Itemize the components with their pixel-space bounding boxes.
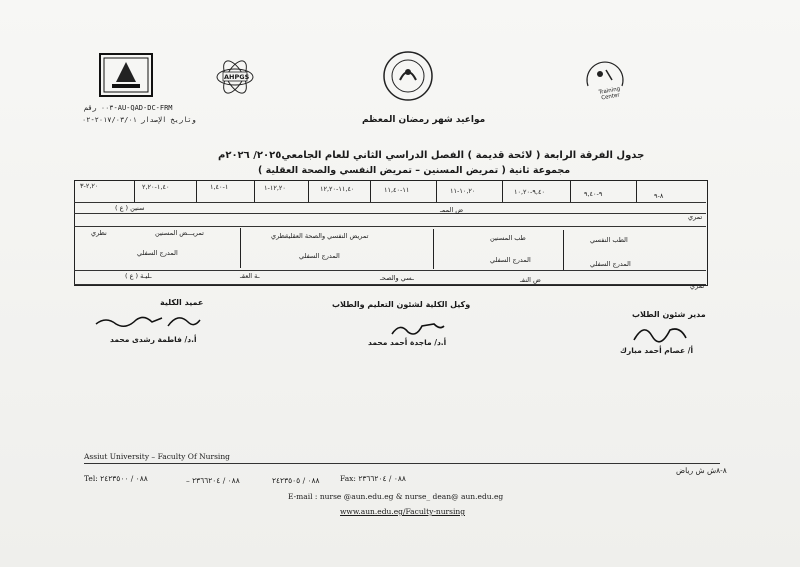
vice-dean-signature (388, 318, 448, 340)
row3-bottom-line (74, 284, 706, 285)
row1-bottom-line (74, 213, 706, 214)
footer-tel: Tel: ٠٨٨ / ٢٤٢٣٥٠٠ (84, 474, 148, 483)
row3-seg-b: ـسي والصحـ (380, 274, 414, 282)
student-affairs-signature (630, 320, 690, 346)
lecture-gerinur-title: تمريـــض المسنين (155, 229, 204, 237)
dean-signature (92, 308, 202, 334)
ramadan-subtitle: مواعيد شهر رمضان المعظم (362, 115, 486, 125)
issue-date: وتاريخ الإصدار ٢٠١٧/٠٣/٠١-٠٢ (82, 116, 196, 124)
footer-fax: Fax: ٠٨٨ / ٢٣٦٦٢٠٤ (340, 474, 406, 483)
time-slot-1: ٨-٩ (654, 192, 664, 200)
dean-title: عميد الكلية (160, 298, 204, 307)
lecture-gerinur-room: المدرج السفلي (137, 249, 178, 257)
vice-dean-name: أ.د/ ماجدة أحمد محمد (368, 338, 447, 347)
lecture-psychnur-type: نظري (271, 232, 287, 240)
student-affairs-name: أ/ عصام أحمد مبارك (620, 346, 694, 355)
lecture-psychnur-title: تمريض النفسي والصحة العقلية (285, 232, 369, 240)
footer-tel2: – ٠٨٨ / ٢٣٦٦٢٠٤ (186, 476, 240, 485)
training-center-text: Training Center (598, 86, 621, 102)
time-slot-2: ٩-٩,٤٠ (584, 190, 603, 198)
form-code: AU-QAD-DC-FRM-٠٠٣ رقم (84, 104, 173, 112)
row3-seg-a: ض النفـ (520, 276, 541, 284)
lecture-geri-title: طب المسنين (490, 234, 526, 242)
lecture-gerinur-type: نظري (91, 229, 107, 237)
footer-university: Assiut University – Faculty Of Nursing (84, 452, 230, 461)
ahpgs-logo-text: AHPGS (224, 73, 250, 81)
footer-line (84, 463, 720, 464)
student-affairs-title: مدير شئون الطلاب (632, 310, 706, 319)
faculty-nursing-logo (380, 50, 436, 102)
time-slot-5: ١١-١١,٤٠ (384, 186, 410, 194)
row1-mid-label: ض الممـ (440, 206, 464, 214)
time-slot-9: ١,٤٠-٢,٢٠ (142, 183, 170, 191)
row2-bottom-line (74, 270, 706, 271)
group-title: مجموعة ثانية ( تمريض المسنين – تمريض النفسي والصحة العقلية ) (258, 165, 571, 176)
training-center-logo (580, 58, 630, 102)
ahpgs-logo (214, 58, 256, 96)
university-logo (98, 52, 154, 98)
row1-left-label: تمري (688, 213, 703, 221)
time-slot-7: ١٢,٢٠-١ (264, 184, 286, 192)
row3-seg-c: ـة العقـ (240, 272, 260, 280)
lecture-psychnur-room: المدرج السفلي (299, 252, 340, 260)
time-slot-10: ٢,٢٠-٣ (80, 182, 99, 190)
time-slot-4: ١٠,٢٠-١١ (450, 187, 476, 195)
row1-top-line (74, 202, 706, 203)
time-slot-8: ١-١,٤٠ (210, 183, 229, 191)
dean-name: أ.د/ فاطمة رشدى محمد (110, 335, 197, 344)
footer-website-link[interactable]: www.aun.edu.eg/Faculty-nursing (340, 507, 465, 516)
lecture-geri-room: المدرج السفلي (490, 256, 531, 264)
lecture-psych-room: المدرج السفلي (590, 260, 631, 268)
schedule-title: جدول الفرقة الرابعة ( لائحة قديمة ) الفصل الدراسي الثاني للعام الجامعي٢٠٢٥/ ٢٠٢٦م (218, 150, 645, 161)
footer-email: E-mail : nurse @aun.edu.eg & nurse_ dean@ aun.edu.eg (288, 492, 504, 501)
time-slot-6: ١١,٤٠-١٢,٢٠ (320, 185, 355, 193)
row3-left-label: تمري (690, 282, 705, 290)
row2-top-line (74, 226, 706, 227)
vice-dean-title: وكيل الكلية لشئون التعليم والطلاب (332, 300, 471, 309)
header-dividers (74, 180, 706, 202)
row1-end-label: سنين ( ع ) (115, 204, 145, 212)
footer-arabic-address: ٨-٨ش ش رياض (676, 466, 727, 475)
footer-tel3: ٠٨٨ / ٢٤٢٣٥٠٥ (272, 476, 320, 485)
lecture-psych-title: الطب النفسي (590, 236, 628, 244)
time-slot-3: ٩,٤٠-١٠,٢٠ (514, 188, 545, 196)
row3-seg-d: ـليـة ( ع ) (125, 272, 152, 280)
